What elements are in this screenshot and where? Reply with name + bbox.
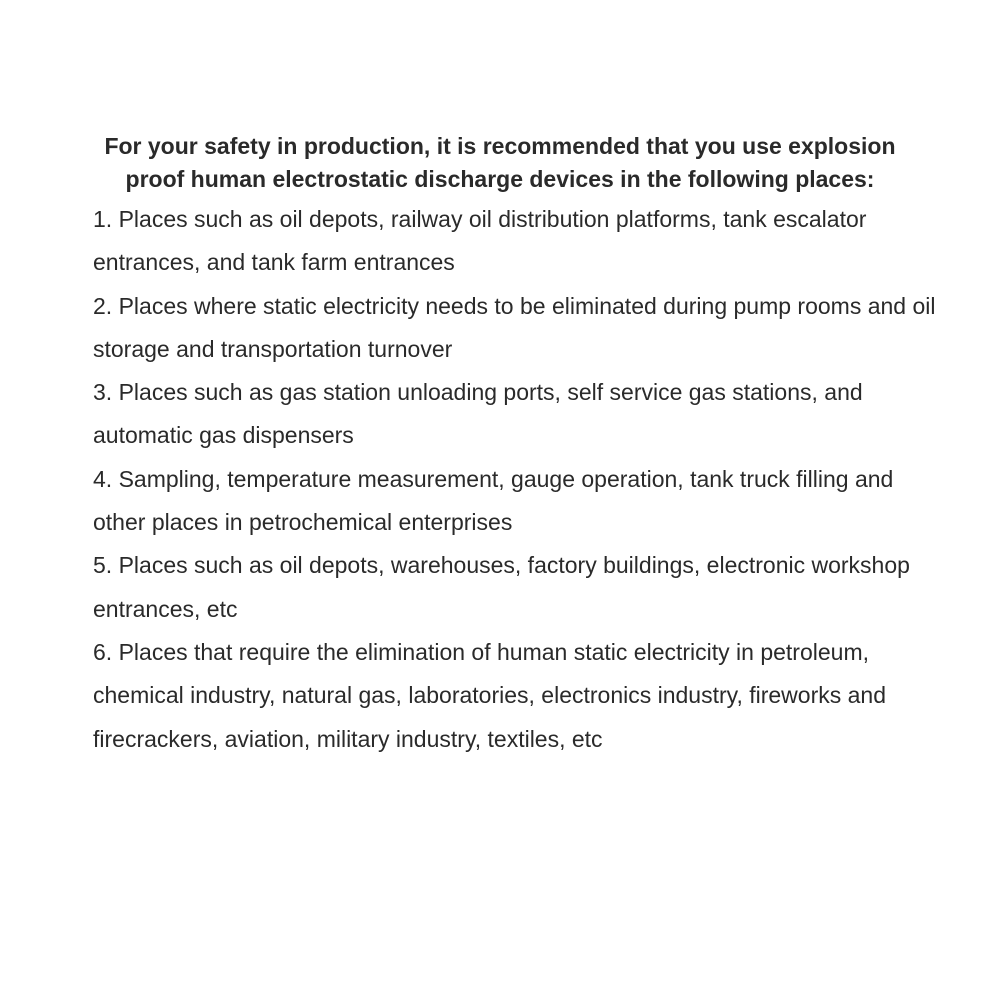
document [0,130,1000,761]
list-item: 5. Places such as oil depots, warehouses, factory buildings, electronic workshop entrances, etc [93,552,910,622]
list-item: 4. Sampling, temperature measurement, gauge operation, tank truck filling and other places in petrochemical enterprises [93,465,894,536]
document-heading [0,130,1000,196]
list-item: 2. Places where static electricity needs to be eliminated during pump rooms and oil storage and transportation turnover [93,292,936,362]
heading-line-2: proof human electrostatic discharge devices in the following places: [125,166,875,192]
list-item: 1. Places such as oil depots, railway oil distribution platforms, tank escalator entrances, and tank farm entrances [93,206,867,276]
places-list [0,198,1000,761]
list-item: 6. Places that require the elimination of human static electricity in petroleum, chemical industry, natural gas, laboratories, electronics industry, fireworks and firecrackers, aviation, military industry, textiles, etc [93,638,886,752]
list-item: 3. Places such as gas station unloading ports, self service gas stations, and automatic gas dispensers [93,379,863,449]
heading-line-1: For your safety in production, it is recommended that you use explosion [104,133,896,159]
